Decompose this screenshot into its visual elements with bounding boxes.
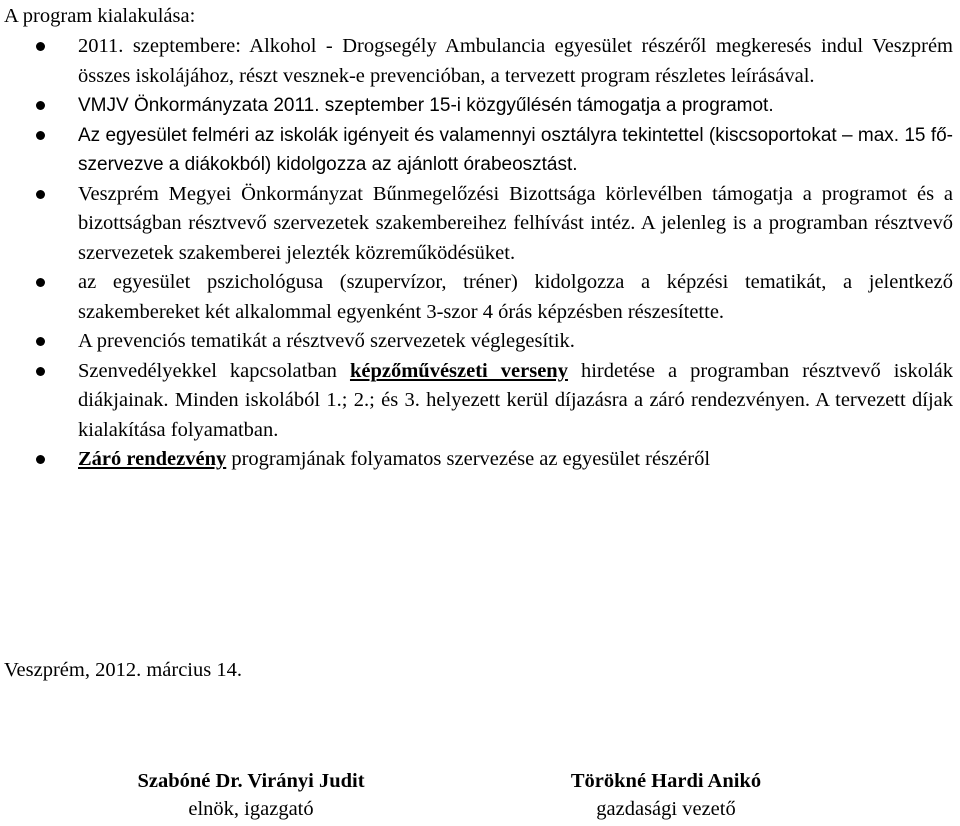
bullet-icon bbox=[36, 131, 45, 140]
signature-block-right bbox=[516, 767, 816, 823]
list-item bbox=[0, 180, 960, 269]
list-item bbox=[0, 32, 960, 91]
item-text-after: hirdetése a programban résztvevő iskolák diákjainak. Minden iskolából 1.; 2.; és 3. helyezett kerül díjazásra a záró rendezvényen. A tervezett díjak kialakítása folyamatban. bbox=[78, 359, 954, 441]
signatory-role: elnök, igazgató bbox=[188, 798, 314, 820]
item-text: az egyesület pszichológusa (szupervízor, tréner) kidolgozza a képzési tematikát, a jelentkező szakembereket két alkalommal egyenként 3-szor 4 órás képzésben részesítette. bbox=[78, 271, 953, 323]
bullet-icon bbox=[36, 278, 45, 287]
item-text: A prevenciós tematikát a résztvevő szervezetek véglegesítik. bbox=[78, 330, 575, 352]
item-text: Veszprém Megyei Önkormányzat Bűnmegelőzési Bizottsága körlevélben támogatja a programot és a bizottságban résztvevő szervezetek szakembereihez felhívást intéz. A jelenleg is a programban résztvevő szervezetek szakemberei jelezték közreműködésüket. bbox=[78, 182, 953, 264]
bullet-icon bbox=[36, 42, 45, 51]
signature-block-left bbox=[96, 767, 406, 823]
item-text-after: programjának folyamatos szervezése az egyesület részéről bbox=[226, 448, 711, 470]
bullet-icon bbox=[36, 455, 45, 464]
list-item bbox=[0, 268, 960, 327]
signatory-name: Törökné Hardi Anikó bbox=[570, 770, 762, 792]
signatory-name: Szabóné Dr. Virányi Judit bbox=[137, 770, 365, 792]
item-text: Az egyesület felméri az iskolák igényeit és valamennyi osztályra tekintettel (kiscsoportokat – max. 15 fő- szervezve a diákokból) kidolgozza az ajánlott órabeosztást. bbox=[78, 124, 953, 175]
program-steps-list bbox=[0, 32, 960, 475]
list-item bbox=[0, 91, 960, 121]
contest-emphasis: képzőművészeti verseny bbox=[349, 359, 568, 382]
list-item bbox=[0, 357, 960, 446]
bullet-icon bbox=[36, 337, 45, 346]
bullet-icon bbox=[36, 101, 45, 110]
list-item bbox=[0, 121, 960, 180]
list-item bbox=[0, 327, 960, 357]
item-text-before: Szenvedélyekkel kapcsolatban bbox=[78, 359, 350, 382]
item-text: VMJV Önkormányzata 2011. szeptember 15-i közgyűlésén támogatja a programot. bbox=[78, 95, 774, 116]
list-item bbox=[0, 445, 960, 475]
item-text: 2011. szeptembere: Alkohol - Drogsegély Ambulancia egyesület részéről megkeresés indul Veszprém összes iskolájához, részt vesznek-e prevencióban, a tervezett program részletes leírásával. bbox=[78, 35, 953, 87]
bullet-icon bbox=[36, 190, 45, 199]
place-and-date: Veszprém, 2012. március 14. bbox=[4, 659, 242, 681]
section-heading: A program kialakulása: bbox=[4, 5, 196, 27]
closing-event-emphasis: Záró rendezvény bbox=[78, 448, 227, 470]
bullet-icon bbox=[36, 367, 45, 376]
signatory-role: gazdasági vezető bbox=[596, 798, 736, 820]
